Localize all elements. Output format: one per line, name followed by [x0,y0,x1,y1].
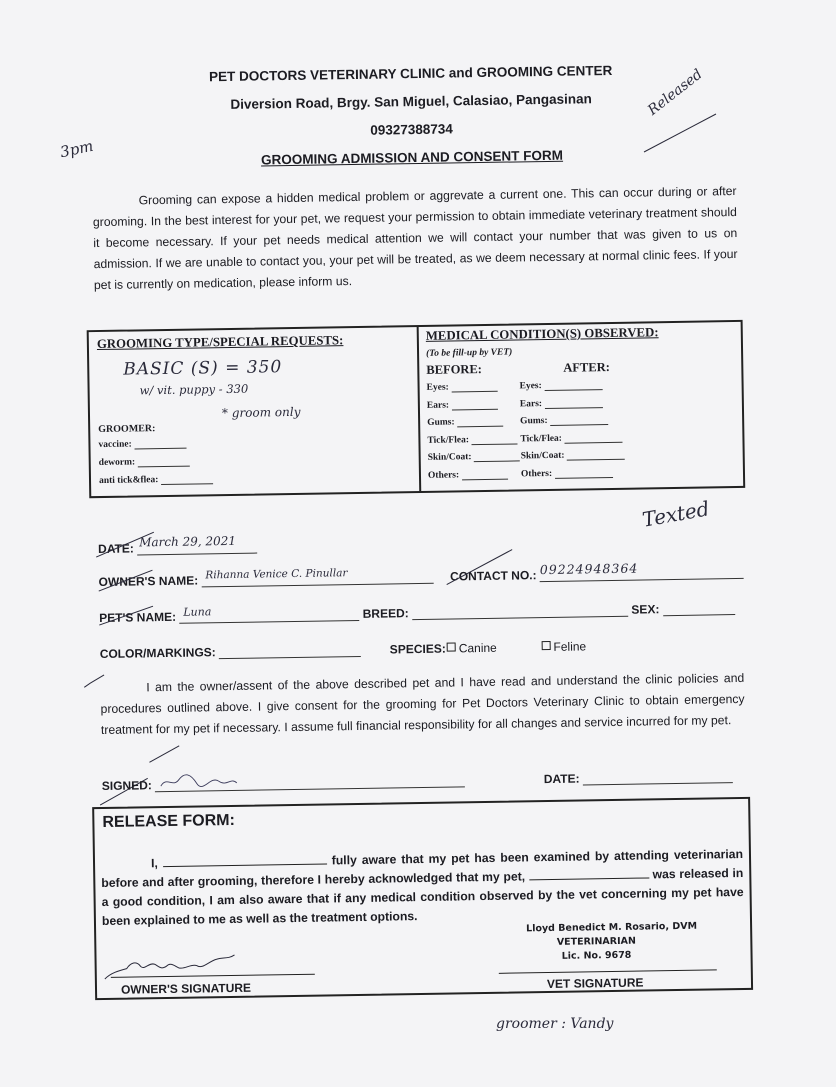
signed-row [102,773,466,793]
medical-after-line [554,467,612,478]
pet-label: PET'S NAME: [99,609,177,626]
pet-strike [93,602,163,629]
medical-after-field[interactable] [521,450,625,462]
medical-before-label: Ears: [426,400,450,411]
medical-after-line [564,432,622,443]
canine-checkbox[interactable] [447,642,456,651]
medical-before-line [471,434,517,445]
medical-before-label: Skin/Coat: [427,452,472,463]
box-divider [417,327,422,491]
release-owner-field[interactable] [163,853,327,868]
vet-stamp [526,920,698,964]
release-owner-signature [100,947,241,985]
date-value: March 29, 2021 [139,533,237,550]
before-label: BEFORE: [426,362,482,377]
contact-strike [440,543,521,588]
medical-before-line [457,417,503,428]
release-part-1: I, [150,856,158,871]
color-row [100,639,587,661]
owner-strike [92,564,162,595]
vaccine-line [134,439,186,450]
breed-field[interactable] [412,603,628,620]
medical-subnote: (To be fill-up by VET) [425,347,513,359]
release-pet-field[interactable] [529,866,649,880]
handwritten-released-note: Released [645,66,706,119]
breed-label: BREED: [362,606,409,621]
species-label: SPECIES: [389,641,446,657]
color-label: COLOR/MARKINGS: [99,645,216,662]
medical-after-label: Ears: [519,398,543,409]
antitick-line [161,474,213,485]
medical-before-field[interactable] [427,399,498,410]
changes-strike [145,744,185,767]
grooming-hand-line-1: BASIC (S) = 350 [123,357,283,380]
release-part-3: was released in a good condition, I am also aware that if any medical condition observed by the vet concerning my pet have been explained to me as well as the treatment options. [101,865,744,929]
medical-before-line [451,382,497,393]
release-title: RELEASE FORM: [102,811,235,832]
clinic-address: Diversion Road, Brgy. San Miguel, Calasiao, Pangasinan [230,91,592,112]
medical-before-line [461,469,507,480]
grooming-hand-line-2: w/ vit. puppy - 330 [139,381,249,398]
feline-checkbox[interactable] [541,641,550,650]
date-label: DATE: [97,541,134,557]
groomer-label: GROOMER: [98,423,156,436]
deworm-field[interactable] [99,457,190,468]
medical-after-field[interactable] [520,380,603,391]
signed-label: SIGNED: [101,778,152,794]
antitick-field[interactable] [99,474,213,486]
owner-row [98,560,744,590]
medical-before-field[interactable] [427,417,503,428]
release-form-box [92,797,753,1000]
vet-name: Lloyd Benedict M. Rosario, DVM [526,920,698,935]
medical-after-label: Skin/Coat: [520,450,565,462]
medical-before-label: Gums: [427,417,455,428]
medical-after-label: Tick/Flea: [520,433,563,444]
contact-value: 09224948364 [539,560,639,578]
vet-title: VETERINARIAN [556,935,636,948]
medical-after-field[interactable] [520,432,622,444]
owner-signature-scribble [159,771,239,792]
handwritten-texted-note: Texted [640,496,712,532]
grooming-medical-box [87,320,746,498]
after-label: AFTER: [563,359,610,375]
medical-after-line [567,450,625,461]
deworm-label: deworm: [98,457,136,469]
vaccine-field[interactable] [98,439,186,450]
signed-field[interactable] [155,773,465,792]
signed-date-field[interactable] [583,769,733,785]
medical-after-label: Others: [520,468,553,479]
handwritten-groomer-note: groomer : Vandy [496,1016,614,1032]
owner-label: OWNER'S NAME: [98,573,199,590]
consent-paragraph: I am the owner/assent of the above described pet and I have read and understand the clinic policies and procedures outlined above. I give consent for the grooming for Pet Doctors Veterinary Clinic to obtain emergency treatment for my pet if necessary. I assume full financial responsibility for all changes and service incurred for my pet. [100,670,745,738]
owner-signature-label: OWNER'S SIGNATURE [120,980,252,997]
deworm-line [137,457,189,468]
antitick-label: anti tick&flea: [98,475,159,487]
contact-field[interactable] [539,560,744,582]
medical-before-line [474,451,520,462]
owner-value: Rihanna Venice C. Pinullar [205,567,348,582]
canine-label: Canine [458,640,497,656]
clinic-phone: 09327388734 [370,121,453,138]
medical-after-label: Gums: [520,415,548,427]
pet-value: Luna [183,605,212,619]
medical-heading: MEDICAL CONDITION(S) OBSERVED: [425,325,659,343]
vaccine-label: vaccine: [98,439,132,451]
grooming-hand-line-3: * groom only [221,404,301,421]
color-field[interactable] [219,643,361,659]
pet-row [99,601,735,625]
medical-before-label: Eyes: [426,382,449,393]
release-part-2: fully aware that my pet has been examined by attending veterinarian before and after grooming, therefore I hereby acknowledged that my pet, [101,846,744,891]
medical-after-line [550,415,608,426]
medical-before-field[interactable] [427,382,498,393]
medical-before-field[interactable] [427,434,517,445]
grooming-heading: GROOMING TYPE/SPECIAL REQUESTS: [96,333,344,352]
sex-label: SEX: [631,602,660,617]
signed-date-row [544,769,733,786]
vet-signature-line [499,969,717,973]
release-paragraph [101,845,744,931]
medical-after-label: Eyes: [519,381,542,392]
owner-field[interactable] [201,567,433,588]
medical-after-field[interactable] [520,415,608,426]
medical-after-field[interactable] [521,467,613,478]
form-title: GROOMING ADMISSION AND CONSENT FORM [260,147,564,168]
feline-label: Feline [553,639,587,654]
date-strike [90,524,161,565]
clinic-name: PET DOCTORS VETERINARY CLINIC and GROOMING CENTER [208,62,613,85]
sex-field[interactable] [663,601,735,616]
medical-after-line [544,398,602,409]
vet-license: Lic. No. 9678 [561,949,632,962]
vet-signature-label: VET SIGNATURE [546,975,644,992]
medical-after-field[interactable] [520,398,603,409]
medical-before-line [451,399,497,410]
medical-before-field[interactable] [428,469,508,480]
intro-paragraph: Grooming can expose a hidden medical problem or aggrevate a current one. This can occur during or after grooming. In the best interest for your pet, we request your permission to obtain immediate veterinary treatment should it become necessary. If your pet needs medical attention we will contact your number that was given to us on admission. If we are unable to contact you, your pet will be treated, as we deem necessary at normal clinic fees. If your pet is currently on medication, please inform us. [92,183,738,293]
handwritten-time-note: 3pm [58,136,95,162]
contact-label: CONTACT NO.: [450,568,537,584]
medical-after-line [544,380,602,391]
medical-before-label: Tick/Flea: [427,434,470,446]
pet-field[interactable] [179,607,359,624]
signed-date-label: DATE: [543,771,580,787]
medical-before-field[interactable] [428,451,520,462]
medical-before-label: Others: [427,469,460,481]
